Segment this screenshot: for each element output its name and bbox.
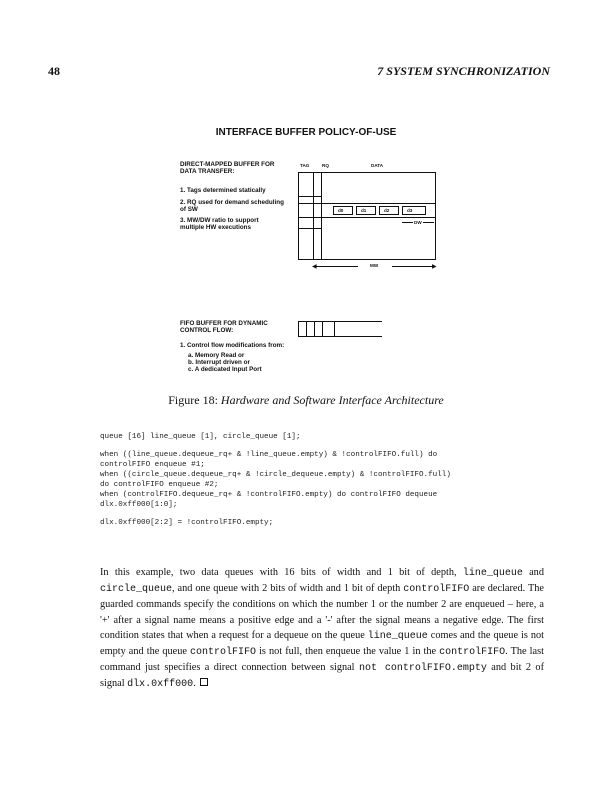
- direct-mapped-label: [180, 161, 274, 175]
- note-2: 2. RQ used for demand scheduling: [180, 199, 284, 206]
- data-cell-d2: d2: [379, 206, 399, 215]
- code-line-6: when (controlFIFO.dequeue_rq+ & !controlFIFO.empty) do controlFIFO dequeue: [100, 491, 438, 499]
- data-cell-d0: d0: [333, 206, 353, 215]
- figure-caption: [0, 393, 612, 408]
- page-number: 48: [48, 64, 60, 78]
- fifo-note-b: b. Interrupt driven or: [188, 359, 250, 366]
- caption-prefix: Figure 18:: [168, 393, 218, 407]
- para-code-6: controlFIFO: [439, 647, 506, 659]
- dw-label: DW: [414, 220, 422, 225]
- code-line-1: queue [16] line_queue [1], circle_queue [1];: [100, 433, 301, 441]
- note-3: 3. MW/DW ratio to support: [180, 217, 259, 224]
- para-text-5: comes and the queue is not empty and the queue: [100, 629, 544, 658]
- caption-text: Hardware and Software Interface Architecture: [220, 393, 444, 407]
- para-code-7: not controlFIFO.empty: [358, 663, 487, 675]
- col-rq-label: RQ: [322, 163, 329, 168]
- para-text-9: .: [193, 678, 196, 690]
- row-line-4: [298, 228, 321, 229]
- note-3-cont: multiple HW executions: [180, 224, 252, 231]
- para-text-4: are declared. The guarded commands specify the conditions on which the number 1 or the number 2 are enqueued – here, a '+' after a signal name means a positive edge and a '-' after the signal means a negative edge. The first condition states that when a request for a dequeue on the queue: [100, 583, 545, 641]
- col-data-label: DATA: [371, 163, 384, 168]
- fifo-note-1: 1. Control flow modifications from:: [180, 342, 285, 349]
- para-code-4: line_queue: [367, 630, 428, 642]
- code-line-8: dlx.0xff000[2:2] = !controlFIFO.empty;: [100, 519, 274, 527]
- fifo-label: [180, 320, 268, 334]
- chapter-title: 7 SYSTEM SYNCHRONIZATION: [377, 64, 550, 78]
- para-code-5: controlFIFO: [190, 647, 257, 659]
- fifo-note-c: c. A dedicated Input Port: [188, 366, 262, 373]
- note-1: 1. Tags determined statically: [180, 187, 266, 194]
- note-2-cont: of SW: [180, 206, 198, 213]
- row-line-2: [298, 203, 436, 204]
- para-text-6: is not full, then enqueue the value 1 in the: [256, 646, 440, 658]
- para-text-1: In this example, two data queues with 16 bits of width and 1 bit of depth,: [100, 567, 463, 578]
- fifo-divider-1: [306, 321, 307, 337]
- mw-arrow-left: [316, 266, 358, 267]
- direct-mapped-label-line2: DATA TRANSFER:: [180, 168, 235, 175]
- fifo-note-a: a. Memory Read or: [188, 352, 245, 359]
- mw-arrowhead-left-icon: ◀: [312, 264, 317, 270]
- fifo-divider-2: [314, 321, 315, 337]
- row-line-3: [298, 217, 436, 218]
- data-cell-d1: d1: [356, 206, 376, 215]
- mw-arrowhead-right-icon: ▶: [432, 264, 437, 270]
- direct-mapped-label-line1: DIRECT-MAPPED BUFFER FOR: [180, 161, 275, 168]
- code-line-7: dlx.0xff000[1:0];: [100, 501, 178, 509]
- para-text-8: and bit 2 of signal: [100, 662, 544, 690]
- code-line-2: when ((line_queue.dequeue_rq+ & !line_queue.empty) & !controlFIFO.full) do: [100, 451, 438, 459]
- data-cell-d3: d3: [402, 206, 426, 215]
- para-text-7: . The last command just specifies a direct connection between signal: [100, 646, 544, 674]
- para-code-8: dlx.0xff000: [127, 679, 194, 691]
- mw-arrow-right: [392, 266, 434, 267]
- tag-divider: [313, 172, 314, 260]
- end-of-proof-icon: [200, 678, 208, 686]
- col-tag-label: TAG: [300, 163, 310, 168]
- fifo-divider-3: [322, 321, 323, 337]
- fifo-buffer: [298, 321, 335, 337]
- mw-label: MW: [370, 263, 379, 268]
- para-text-2: and: [522, 567, 544, 578]
- fifo-label-line1: FIFO BUFFER FOR DYNAMIC: [180, 320, 268, 327]
- para-text-3: , and one queue with 2 bits of width and 1 bit of depth: [172, 583, 404, 595]
- row-line-1: [298, 196, 321, 197]
- fifo-line-bottom: [335, 336, 382, 337]
- para-code-1: line_queue: [462, 568, 523, 579]
- code-line-3: controlFIFO enqueue #1;: [100, 461, 205, 469]
- para-code-2: circle_queue: [100, 584, 173, 596]
- direct-mapped-buffer: [298, 172, 436, 260]
- fifo-line-top: [335, 321, 382, 322]
- fifo-label-line2: CONTROL FLOW:: [180, 327, 234, 334]
- rq-divider: [321, 172, 322, 260]
- body-paragraph: [100, 565, 544, 693]
- code-line-5: do controlFIFO enqueue #2;: [100, 481, 219, 489]
- figure-title: INTERFACE BUFFER POLICY-OF-USE: [215, 127, 397, 138]
- para-code-3: controlFIFO: [403, 584, 470, 596]
- code-line-4: when ((circle_queue.dequeue_rq+ & !circle_dequeue.empty) & !controlFIFO.full): [100, 471, 451, 479]
